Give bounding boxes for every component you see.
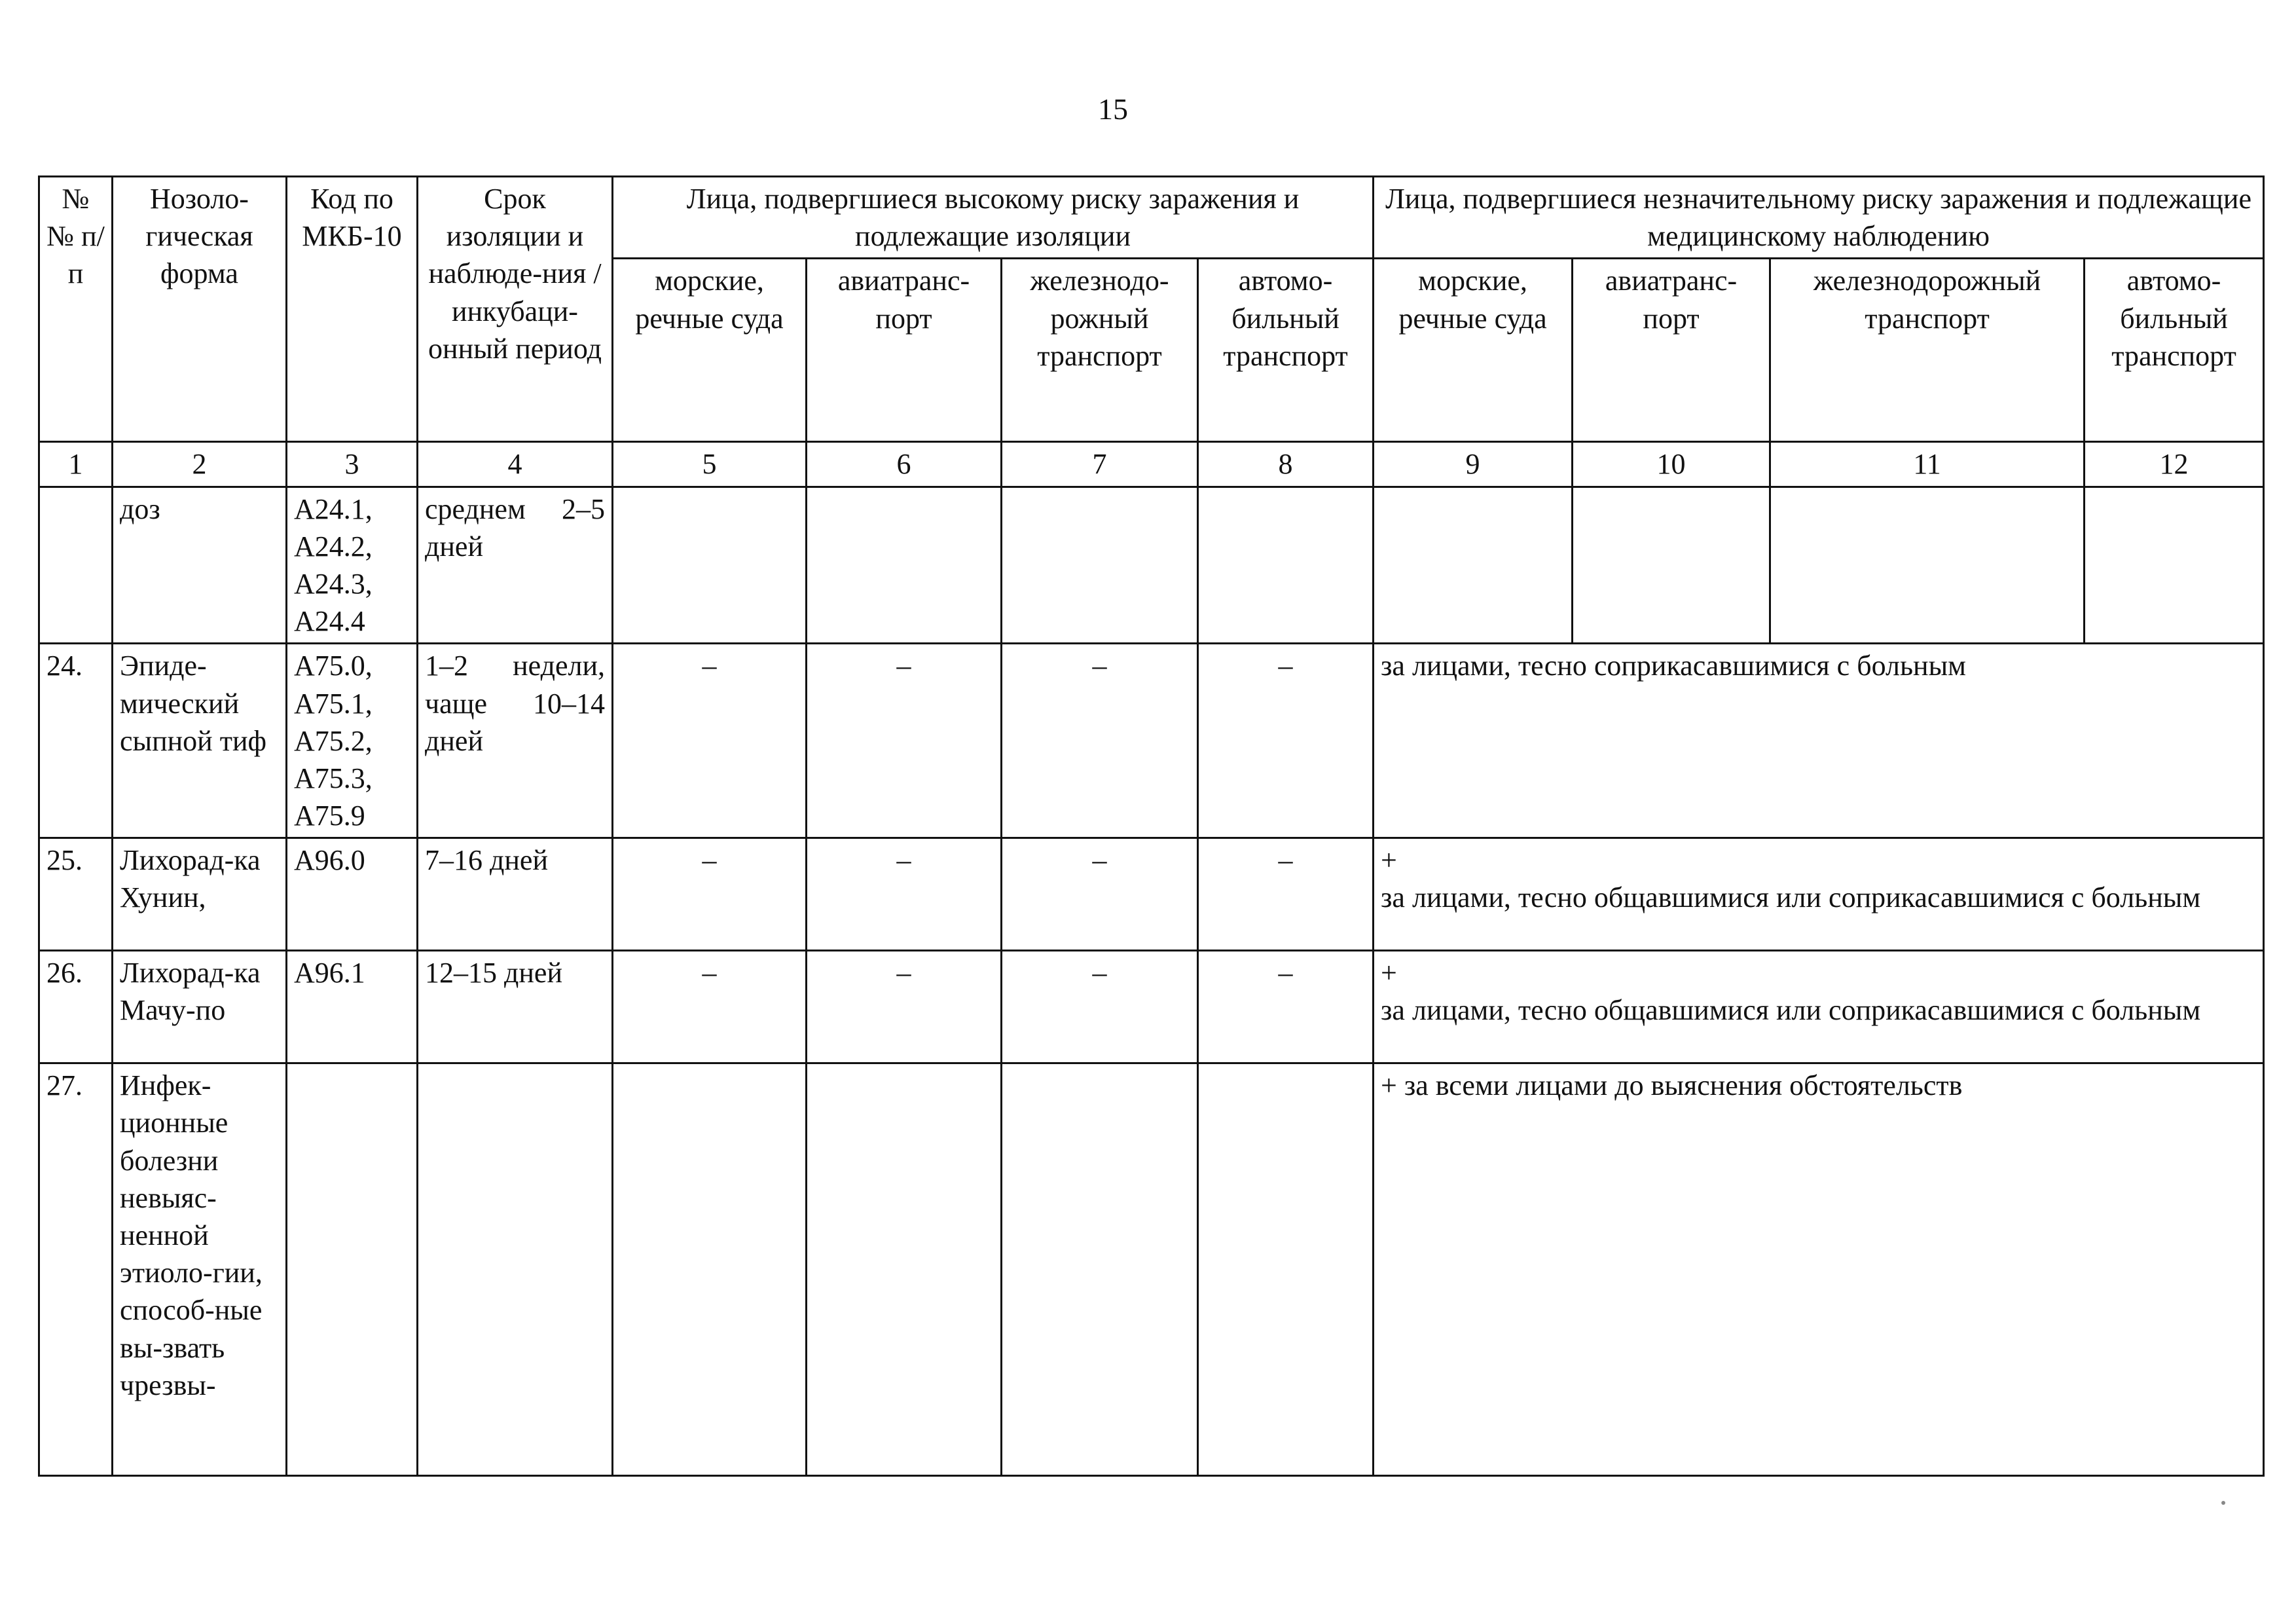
icd-code: A75.0, [294,650,373,682]
row-number: 26. [39,951,113,1063]
dash-cell: – [613,951,807,1063]
observation-text: за лицами, тесно соприкасавшимися с больным [1374,644,2264,838]
icd-code: A24.4 [294,605,365,638]
empty-cell [1198,1063,1374,1476]
table-row [39,838,2264,951]
header-period: Срок изоляции и наблюде-ния / инкубаци-онный период [418,177,613,442]
table-row [39,644,2264,838]
disease-name: Лихорад-ка Хунин, [113,838,287,951]
icd-code: A96.1 [294,957,365,989]
disease-name: доз [113,487,287,644]
icd-code: A75.3, [294,762,373,794]
icd-code: A24.1, [294,492,373,525]
header-group-high-risk: Лица, подвергшиеся высокому риску заражения и подлежащие изоляции [613,177,1374,259]
col-num: 8 [1198,442,1374,487]
header-code: Код по МКБ-10 [287,177,418,442]
observation-cell [1374,838,2264,951]
dash-cell: – [613,644,807,838]
empty-cell [1002,487,1198,644]
disease-name: Лихорад-ка Мачу-по [113,951,287,1063]
header-rail-low: железнодорожный транспорт [1770,259,2085,442]
isolation-period: 7–16 дней [418,838,613,951]
empty-cell [1198,487,1374,644]
icd-code: A96.0 [294,844,365,877]
empty-cell [1770,487,2085,644]
header-sea-low: морские, речные суда [1374,259,1573,442]
empty-cell [418,1063,613,1476]
dash-cell: – [1002,951,1198,1063]
dash-cell: – [613,838,807,951]
col-num: 9 [1374,442,1573,487]
col-num: 2 [113,442,287,487]
icd-code: A75.2, [294,724,373,757]
col-num: 7 [1002,442,1198,487]
empty-cell [1374,487,1573,644]
isolation-period: 1–2 недели, чаще 10–14 дней [418,644,613,838]
disease-name: Эпиде-мический сыпной тиф [113,644,287,838]
column-number-row [39,442,2264,487]
col-num: 3 [287,442,418,487]
dash-cell: – [807,951,1002,1063]
col-num: 10 [1573,442,1770,487]
plus-mark: + [1381,844,1397,877]
icd-code: A75.9 [294,800,365,832]
quarantine-table [38,175,2265,1477]
header-auto-high: автомо-бильный транспорт [1198,259,1374,442]
header-rail-high: железнодо-рожный транспорт [1002,259,1198,442]
dash-cell: – [1002,644,1198,838]
observation-text: за лицами, тесно общавшимися или соприкасавшимися с больным [1381,881,2201,914]
icd-codes [287,838,418,951]
header-row-top [39,177,2264,259]
dash-cell: – [1198,838,1374,951]
col-num: 4 [418,442,613,487]
header-form: Нозоло-гическая форма [113,177,287,442]
header-sea-high: морские, речные суда [613,259,807,442]
col-num: 12 [2085,442,2264,487]
header-no: № № п/п [39,177,113,442]
icd-code: A24.3, [294,567,373,600]
icd-code: A75.1, [294,687,373,720]
header-group-low-risk: Лица, подвергшиеся незначительному риску заражения и подлежащие медицинскому наблюдению [1374,177,2264,259]
isolation-period: 12–15 дней [418,951,613,1063]
icd-code: A24.2, [294,530,373,563]
scan-dot [2221,1501,2225,1505]
observation-text: + за всеми лицами до выяснения обстоятельств [1374,1063,2264,1476]
table-row [39,487,2264,644]
col-num: 11 [1770,442,2085,487]
row-number: 24. [39,644,113,838]
empty-cell [613,1063,807,1476]
col-num: 1 [39,442,113,487]
empty-cell [2085,487,2264,644]
icd-codes [287,487,418,644]
table-row [39,1063,2264,1476]
dash-cell: – [1002,838,1198,951]
empty-cell [287,1063,418,1476]
header-auto-low: автомо-бильный транспорт [2085,259,2264,442]
observation-cell [1374,951,2264,1063]
dash-cell: – [1198,644,1374,838]
dash-cell: – [807,838,1002,951]
header-air-low: авиатранс-порт [1573,259,1770,442]
observation-text: за лицами, тесно общавшимися или соприкасавшимися с больным [1381,994,2201,1027]
empty-cell [613,487,807,644]
empty-cell [1573,487,1770,644]
icd-codes [287,951,418,1063]
icd-codes [287,644,418,838]
isolation-period: среднем 2–5 дней [418,487,613,644]
disease-name: Инфек-ционные болезни невыяс-ненной этиоло-гии, способ-ные вы-звать чрезвы- [113,1063,287,1476]
col-num: 5 [613,442,807,487]
empty-cell [807,1063,1002,1476]
row-number: 25. [39,838,113,951]
col-num: 6 [807,442,1002,487]
dash-cell: – [1198,951,1374,1063]
empty-cell [807,487,1002,644]
empty-cell [1002,1063,1198,1476]
dash-cell: – [807,644,1002,838]
table-row [39,951,2264,1063]
page-number: 15 [1098,92,1128,126]
row-number [39,487,113,644]
plus-mark: + [1381,957,1397,989]
header-air-high: авиатранс-порт [807,259,1002,442]
row-number: 27. [39,1063,113,1476]
